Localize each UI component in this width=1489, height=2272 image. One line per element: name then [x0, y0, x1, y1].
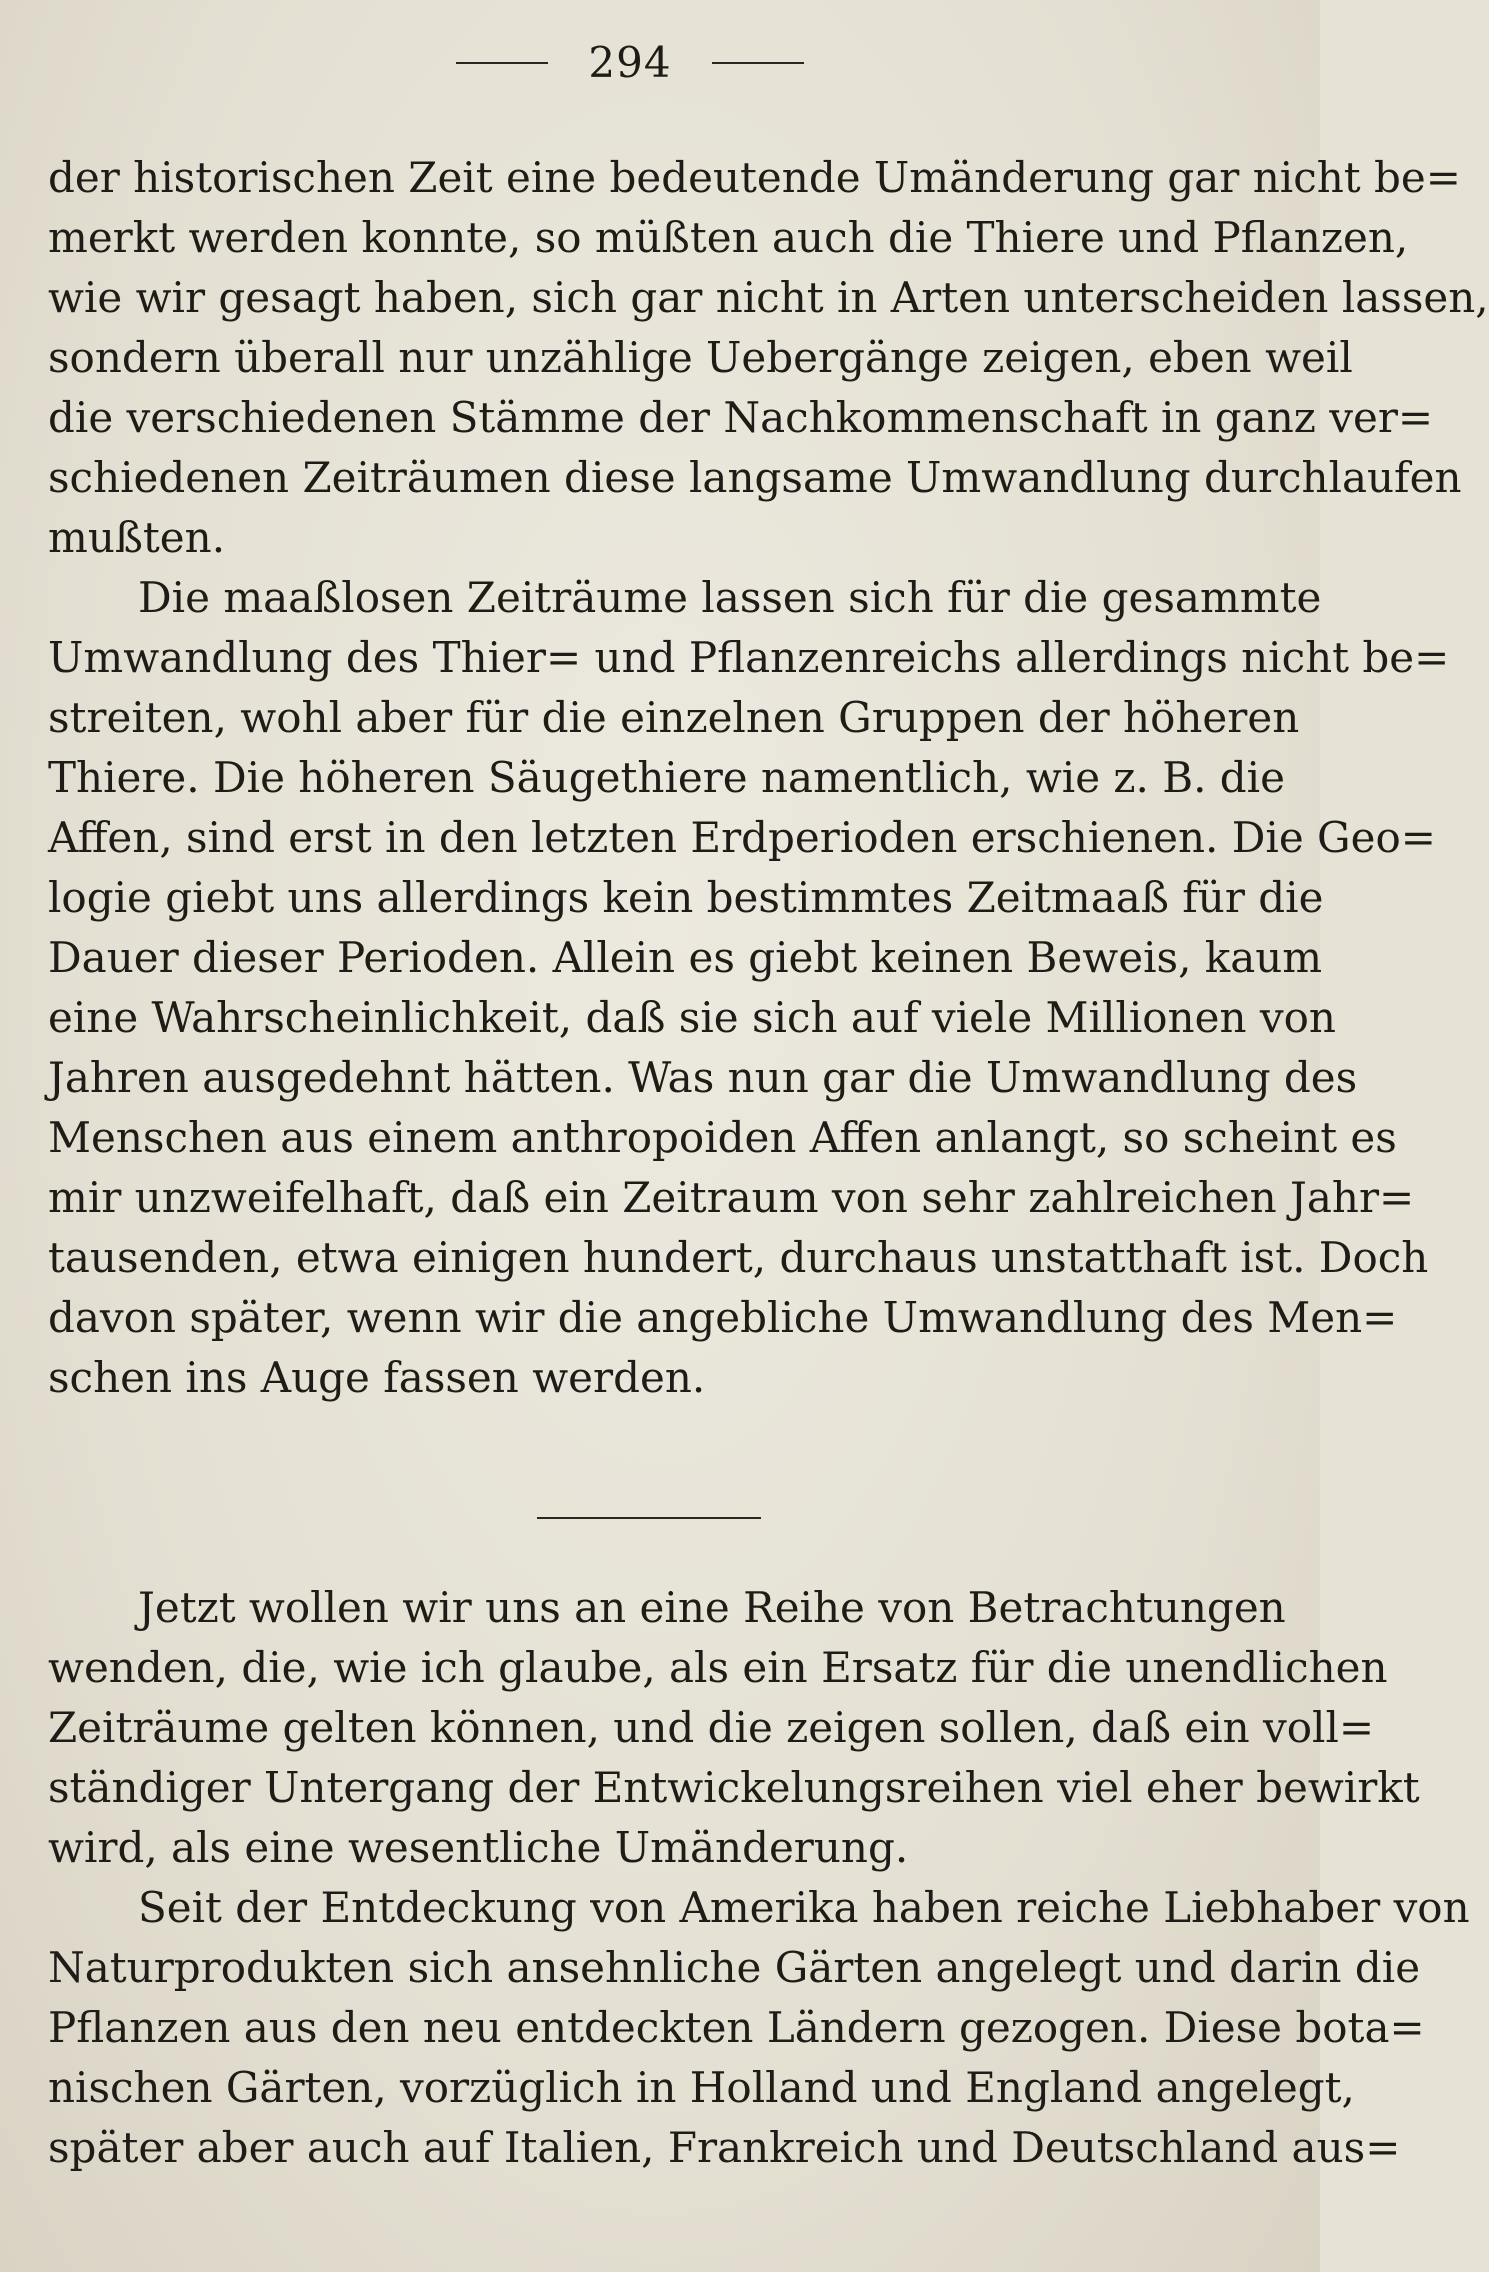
page-header	[0, 38, 1260, 87]
text-line: nischen Gärten, vorzüglich in Holland und England angelegt,	[48, 2063, 1355, 2112]
text-line: Thiere. Die höheren Säugethiere namentlich, wie z. B. die	[48, 753, 1285, 802]
text-line: schen ins Auge fassen werden.	[48, 1353, 706, 1402]
text-line: wenden, die, wie ich glaube, als ein Ersatz für die unendlichen	[48, 1643, 1388, 1692]
text-line: davon später, wenn wir die angebliche Umwandlung des Men=	[48, 1293, 1398, 1342]
text-line: Die maaßlosen Zeiträume lassen sich für die gesammte	[138, 573, 1322, 622]
text-line: merkt werden konnte, so müßten auch die Thiere und Pflanzen,	[48, 213, 1409, 262]
text-line: Naturprodukten sich ansehnliche Gärten angelegt und darin die	[48, 1943, 1421, 1992]
header-rule-right	[712, 62, 804, 64]
text-line: Seit der Entdeckung von Amerika haben reiche Liebhaber von	[138, 1883, 1470, 1932]
text-line: Dauer dieser Perioden. Allein es giebt keinen Beweis, kaum	[48, 933, 1323, 982]
header-rule-left	[456, 62, 548, 64]
text-line: der historischen Zeit eine bedeutende Umänderung gar nicht be=	[48, 153, 1461, 202]
text-line: logie giebt uns allerdings kein bestimmtes Zeitmaaß für die	[48, 873, 1324, 922]
text-section-1	[48, 148, 1489, 1408]
text-line: mußten.	[48, 513, 226, 562]
text-line: eine Wahrscheinlichkeit, daß sie sich auf viele Millionen von	[48, 993, 1336, 1042]
text-line: streiten, wohl aber für die einzelnen Gruppen der höheren	[48, 693, 1300, 742]
text-section-2	[48, 1578, 1470, 2178]
text-line: sondern überall nur unzählige Uebergänge zeigen, eben weil	[48, 333, 1353, 382]
text-line: ständiger Untergang der Entwickelungsreihen viel eher bewirkt	[48, 1763, 1420, 1812]
text-line: Zeiträume gelten können, und die zeigen sollen, daß ein voll=	[48, 1703, 1375, 1752]
text-line: wird, als eine wesentliche Umänderung.	[48, 1823, 909, 1872]
text-line: wie wir gesagt haben, sich gar nicht in Arten unterscheiden lassen,	[48, 273, 1489, 322]
text-line: tausenden, etwa einigen hundert, durchaus unstatthaft ist. Doch	[48, 1233, 1429, 1282]
text-line: schiedenen Zeiträumen diese langsame Umwandlung durchlaufen	[48, 453, 1462, 502]
text-line: Affen, sind erst in den letzten Erdperioden erschienen. Die Geo=	[48, 813, 1436, 862]
text-line: Umwandlung des Thier= und Pflanzenreichs allerdings nicht be=	[48, 633, 1450, 682]
text-line: Jetzt wollen wir uns an eine Reihe von Betrachtungen	[138, 1583, 1286, 1632]
text-line: Menschen aus einem anthropoiden Affen anlangt, so scheint es	[48, 1113, 1397, 1162]
text-line: Jahren ausgedehnt hätten. Was nun gar die Umwandlung des	[48, 1053, 1358, 1102]
text-line: die verschiedenen Stämme der Nachkommenschaft in ganz ver=	[48, 393, 1434, 442]
text-line: später aber auch auf Italien, Frankreich und Deutschland aus=	[48, 2123, 1401, 2172]
text-line: mir unzweifelhaft, daß ein Zeitraum von sehr zahlreichen Jahr=	[48, 1173, 1415, 1222]
page-number: 294	[588, 38, 672, 87]
section-divider	[537, 1517, 761, 1519]
text-line: Pflanzen aus den neu entdeckten Ländern gezogen. Diese bota=	[48, 2003, 1425, 2052]
